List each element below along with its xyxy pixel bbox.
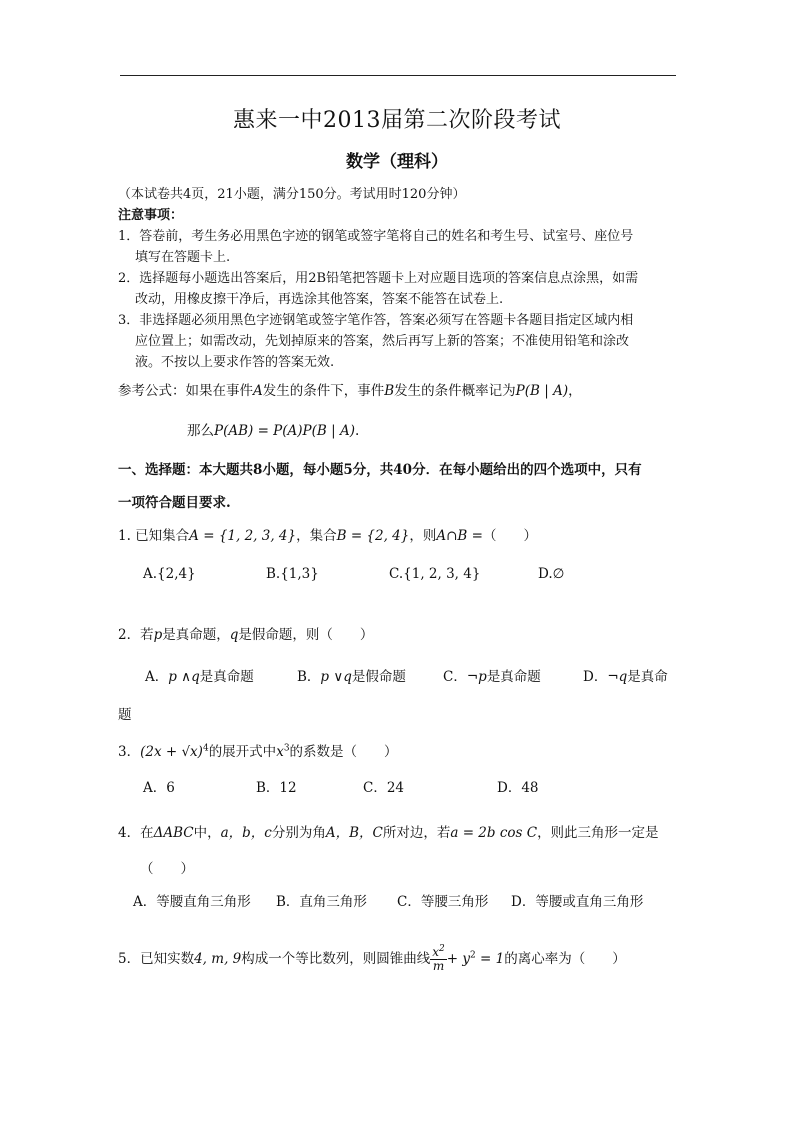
note-1-line-2: 填写在答题卡上. bbox=[135, 250, 231, 265]
question-2-option-b: B．p ∨q是假命题 bbox=[297, 669, 406, 685]
question-4-option-a: A．等腰直角三角形 bbox=[133, 894, 251, 910]
exam-info: （本试卷共4页，21小题，满分150分。考试用时120分钟） bbox=[118, 187, 466, 202]
question-4-stem: 4．在ΔABC中，a，b，c分别为角A，B，C所对边，若a = 2b cos C，则此三角形一定是 bbox=[118, 825, 659, 841]
question-1-option-b: B.{1,3} bbox=[266, 566, 319, 582]
formula-line-1: 参考公式：如果在事件A发生的条件下，事件B发生的条件概率记为P(B | A)， bbox=[118, 383, 582, 399]
question-2-option-d: D．¬q是真命 bbox=[583, 669, 668, 685]
question-1-stem: 1. 已知集合A = {1, 2, 3, 4}，集合B = {2, 4}，则A∩B =（ ） bbox=[118, 528, 537, 544]
question-3-option-b: B．12 bbox=[256, 780, 297, 796]
note-1-line-1: 1．答卷前，考生务必用黑色字迹的钢笔或签字笔将自己的姓名和考生号、试室号、座位号 bbox=[118, 229, 634, 244]
question-2-option-a: A．p ∧q是真命题 bbox=[145, 669, 254, 685]
question-3-stem: 3．$(2x + √x)^4$的展开式中$x^3$的系数是（ ） bbox=[118, 743, 398, 760]
note-3-line-2: 应位置上；如需改动，先划掉原来的答案，然后再写上新的答案；不准使用铅笔和涂改 bbox=[135, 334, 630, 349]
page-subtitle: 数学（理科） bbox=[346, 152, 448, 172]
question-3-option-a: A．6 bbox=[143, 780, 175, 796]
note-3-line-1: 3．非选择题必须用黑色字迹钢笔或签字笔作答，答案必须写在答题卡各题目指定区域内相 bbox=[118, 313, 634, 328]
page-title: 惠来一中2013届第二次阶段考试 bbox=[233, 108, 561, 133]
question-3-option-c: C．24 bbox=[363, 780, 405, 796]
question-1-option-a: A.{2,4} bbox=[143, 566, 196, 582]
question-4-option-b: B．直角三角形 bbox=[276, 894, 367, 910]
question-4-option-d: D．等腰或直角三角形 bbox=[511, 894, 644, 910]
section-1-line-1: 一、选择题：本大题共8小题，每小题5分，共40分．在每小题给出的四个选项中，只有 bbox=[118, 462, 642, 478]
question-3-option-d: D．48 bbox=[497, 780, 539, 796]
question-5-stem: 5．已知实数4, m, 9构成一个等比数列，则圆锥曲线 $\frac{x^2}{m}$ + $y^2 = 1$的离心率为（ ） bbox=[118, 944, 626, 973]
question-1-option-d: D.∅ bbox=[538, 566, 565, 582]
question-1-option-c: C.{1, 2, 3, 4} bbox=[389, 566, 481, 582]
formula-line-2: 那么P(AB) = P(A)P(B | A). bbox=[187, 423, 360, 439]
conic-fraction: $\frac{x^2}{m}$ bbox=[432, 944, 445, 973]
note-3-line-3: 液。不按以上要求作答的答案无效. bbox=[135, 355, 335, 370]
question-2-option-d-wrap: 题 bbox=[118, 707, 132, 723]
question-4-option-c: C．等腰三角形 bbox=[397, 894, 489, 910]
note-2-line-2: 改动，用橡皮擦干净后，再选涂其他答案，答案不能答在试卷上. bbox=[135, 292, 504, 307]
question-2-option-c: C．¬p是真命题 bbox=[443, 669, 541, 685]
header-rule bbox=[120, 75, 676, 76]
notes-heading: 注意事项： bbox=[118, 208, 184, 223]
question-2-stem: 2．若p是真命题，q是假命题，则（ ） bbox=[118, 627, 374, 643]
question-4-paren: （ ） bbox=[140, 861, 194, 877]
note-2-line-1: 2．选择题每小题选出答案后，用2B铅笔把答题卡上对应题目选项的答案信息点涂黑，如需 bbox=[118, 271, 639, 286]
section-1-line-2: 一项符合题目要求. bbox=[118, 495, 231, 511]
